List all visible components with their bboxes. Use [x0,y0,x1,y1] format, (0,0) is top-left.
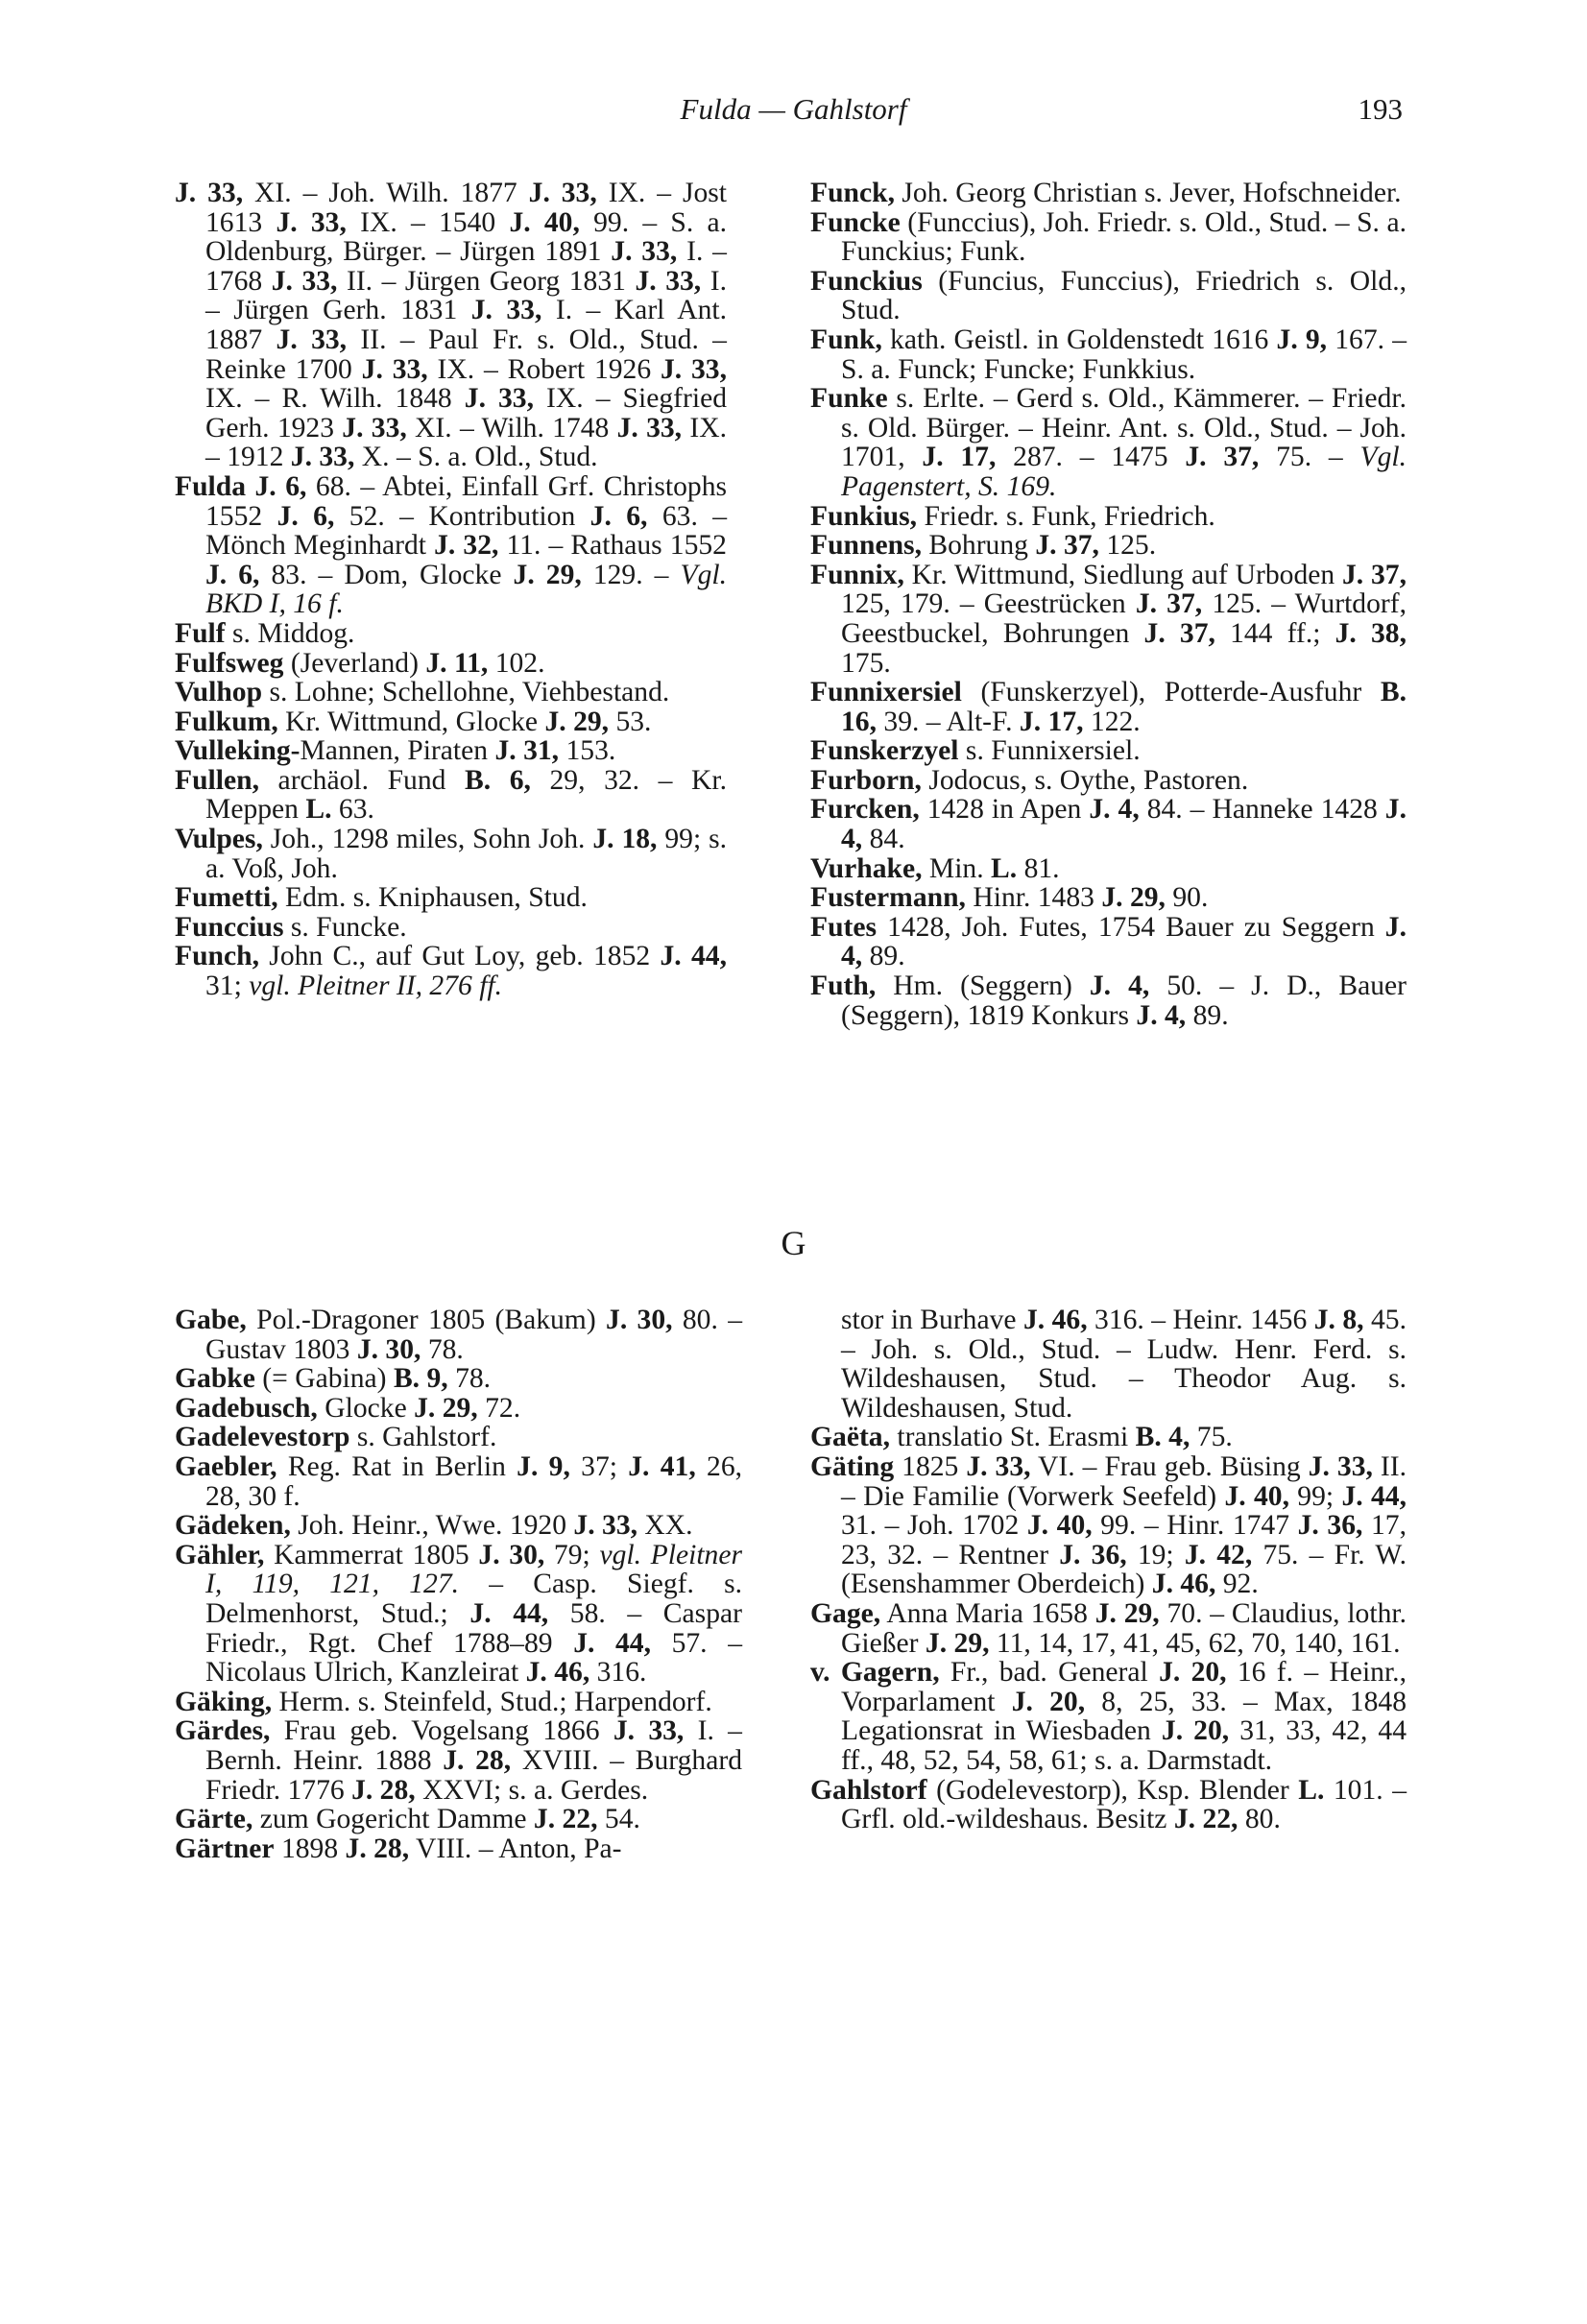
column-bottom-right [810,1306,1407,1834]
index-entry: Funskerzyel s. Funnixersiel. [810,735,1141,767]
section-letter-heading: G [781,1224,806,1262]
index-entry: Gärdes, Frau geb. Vogelsang 1866 J. 33, I. – Bernh. Heinr. 1888 J. 28, XVIII. – Burghard Friedr. 1776 J. 28, XXVI; s. a. Gerdes. [175,1715,742,1806]
index-entry: Gage, Anna Maria 1658 J. 29, 70. – Claudius, lothr. Gießer J. 29, 11, 14, 17, 41, 45, 62, 70, 140, 161. [810,1597,1407,1659]
index-entry: Furborn, Jodocus, s. Oythe, Pastoren. [810,764,1249,796]
index-entry: Gäking, Herm. s. Steinfeld, Stud.; Harpendorf. [175,1686,712,1717]
index-entry: Funccius s. Funcke. [175,911,407,943]
index-entry: Fulf s. Middog. [175,617,355,649]
column-bottom-left [175,1306,742,1863]
index-entry: J. 33, XI. – Joh. Wilh. 1877 J. 33, IX. – Jost 1613 J. 33, IX. – 1540 J. 40, 99. – S. a. Oldenburg, Bürger. – Jürgen 1891 J. 33, I. – 1768 J. 33, II. – Jürgen Georg 1831 J. 33, I. – Jürgen Gerh. 1831 J. 33, I. – Karl Ant. 1887 J. 33, II. – Paul Fr. s. Old., Stud. – Reinke 1700 J. 33, IX. – Robert 1926 J. 33, IX. – R. Wilh. 1848 J. 33, IX. – Siegfried Gerh. 1923 J. 33, XI. – Wilh. 1748 J. 33, IX. – 1912 J. 33, X. – S. a. Old., Stud. [175,178,728,473]
column-bottom-right-entries [810,1423,1407,1833]
index-entry-continuation: stor in Burhave J. 46, 316. – Heinr. 1456 J. 8, 45. – Joh. s. Old., Stud. – Ludw. Henr. Ferd. s. Wildeshausen, Stud. – Theodor Aug. s. Wildeshausen, Stud. [841,1305,1407,1424]
index-entry: Funke s. Erlte. – Gerd s. Old., Kämmerer. – Friedr. s. Old. Bürger. – Heinr. Ant. s. Old., Stud. – Joh. 1701, J. 17, 287. – 1475 J. 37, 75. – Vgl. Pagenstert, S. 169. [810,383,1407,502]
index-entry: Vulleking-Mannen, Piraten J. 31, 153. [175,735,616,767]
index-entry: Futes 1428, Joh. Futes, 1754 Bauer zu Seggern J. 4, 89. [810,911,1407,972]
running-head [0,92,1587,131]
index-entry: Furcken, 1428 in Apen J. 4, 84. – Hanneke 1428 J. 4, 84. [810,794,1407,855]
index-entry: Gabe, Pol.-Dragoner 1805 (Bakum) J. 30, 80. – Gustav 1803 J. 30, 78. [175,1305,743,1365]
index-entry: Vulhop s. Lohne; Schellohne, Viehbestand. [175,677,670,708]
index-entry: Gaebler, Reg. Rat in Berlin J. 9, 37; J. 41, 26, 28, 30 f. [175,1450,743,1512]
index-entry: v. Gagern, Fr., bad. General J. 20, 16 f. – Heinr., Vorparlament J. 20, 8, 25, 33. – Max, 1848 Legationsrat in Wiesbaden J. 20, 31, 33, 42, 44 ff., 48, 52, 54, 58, 61; s. a. Darmstadt. [810,1657,1407,1776]
index-entry: Gadebusch, Glocke J. 29, 72. [175,1392,521,1424]
index-entry: Fulfsweg (Jeverland) J. 11, 102. [175,647,545,679]
index-entry: Gahlstorf (Godelevestorp), Ksp. Blender L. 101. – Grfl. old.-wildeshaus. Besitz J. 22, 80. [810,1774,1407,1835]
index-entry: Gärtner 1898 J. 28, VIII. – Anton, Pa- [175,1833,622,1864]
page-number: 193 [1358,92,1403,126]
column-top-left [175,179,727,1001]
index-entry: Gärte, zum Gogericht Damme J. 22, 54. [175,1804,640,1835]
index-entry: Fulkum, Kr. Wittmund, Glocke J. 29, 53. [175,706,652,737]
index-entry: Gadelevestorp s. Gahlstorf. [175,1422,497,1453]
index-entry: Funnixersiel (Funskerzyel), Potterde-Ausfuhr B. 16, 39. – Alt-F. J. 17, 122. [810,677,1407,737]
index-entry: Gaëta, translatio St. Erasmi B. 4, 75. [810,1422,1233,1453]
index-entry: Fullen, archäol. Fund B. 6, 29, 32. – Kr. Meppen L. 63. [175,764,727,826]
index-entry: Funck, Joh. Georg Christian s. Jever, Hofschneider. [810,178,1402,208]
index-entry: Gähler, Kammerrat 1805 J. 30, 79; vgl. Pleitner I, 119, 121, 127. – Casp. Siegf. s. Delmenhorst, Stud.; J. 44, 58. – Caspar Friedr., Rgt. Chef 1788–89 J. 44, 57. – Nicolaus Ulrich, Kanzleirat J. 46, 316. [175,1539,742,1689]
index-entry: Funch, John C., auf Gut Loy, geb. 1852 J. 44, 31; vgl. Pleitner II, 276 ff. [175,941,727,1002]
index-entry: Funkius, Friedr. s. Funk, Friedrich. [810,500,1215,532]
index-entry: Funk, kath. Geistl. in Goldenstedt 1616 J. 9, 167. – S. a. Funck; Funcke; Funkkius. [810,323,1407,385]
index-entry: Funnix, Kr. Wittmund, Siedlung auf Urboden J. 37, 125, 179. – Geestrücken J. 37, 125. – Wurtdorf, Geestbuckel, Bohrungen J. 37, 144 ff.; J. 38, 175. [810,559,1407,679]
index-entry: Vulpes, Joh., 1298 miles, Sohn Joh. J. 18, 99; s. a. Voß, Joh. [175,824,728,884]
index-entry: Gädeken, Joh. Heinr., Wwe. 1920 J. 33, XX. [175,1510,693,1542]
index-entry: Fumetti, Edm. s. Kniphausen, Stud. [175,882,588,914]
column-top-right [810,179,1407,1030]
index-entry: Funcke (Funccius), Joh. Friedr. s. Old., Stud. – S. a. Funckius; Funk. [810,206,1407,268]
index-entry: Gäting 1825 J. 33, VI. – Frau geb. Büsing J. 33, II. – Die Familie (Vorwerk Seefeld) J. 40, 99; J. 44, 31. – Joh. 1702 J. 40, 99. – Hinr. 1747 J. 36, 17, 23, 32. – Rentner J. 36, 19; J. 42, 75. – Fr. W. (Esenshammer Oberdeich) J. 46, 92. [810,1450,1407,1600]
index-entry: Gabke (= Gabina) B. 9, 78. [175,1363,492,1395]
index-entry: Funckius (Funcius, Funccius), Friedrich s. Old., Stud. [810,265,1407,326]
index-entry: Vurhake, Min. L. 81. [810,852,1060,884]
index-entry: Futh, Hm. (Seggern) J. 4, 50. – J. D., Bauer (Seggern), 1819 Konkurs J. 4, 89. [810,970,1407,1031]
running-head-title: Fulda — Gahlstorf [680,92,907,126]
index-entry: Fulda J. 6, 68. – Abtei, Einfall Grf. Christophs 1552 J. 6, 52. – Kontribution J. 6, 63. – Mönch Meginhardt J. 32, 11. – Rathaus 1552 J. 6, 83. – Dom, Glocke J. 29, 129. – Vgl. BKD I, 16 f. [175,470,728,620]
index-entry: Fustermann, Hinr. 1483 J. 29, 90. [810,882,1209,914]
index-entry: Funnens, Bohrung J. 37, 125. [810,530,1157,562]
